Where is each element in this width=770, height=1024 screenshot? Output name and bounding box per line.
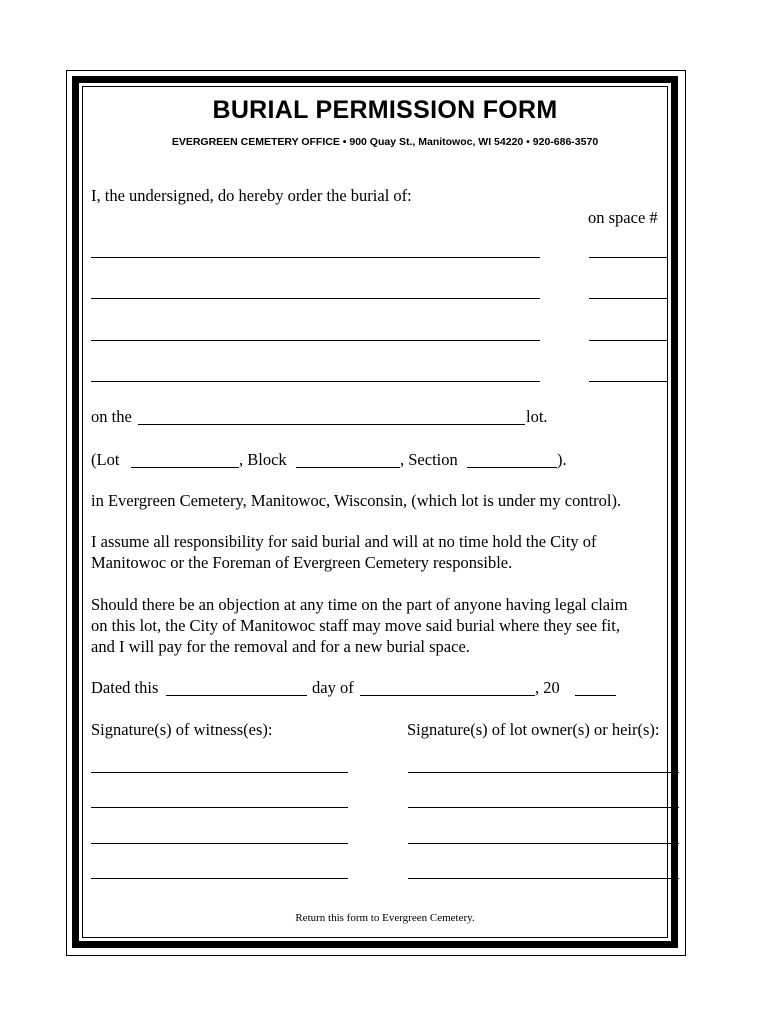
- dated-year-line[interactable]: [575, 695, 616, 696]
- owner-signature-line-3[interactable]: [408, 843, 679, 844]
- lot-name-line[interactable]: [138, 424, 525, 425]
- deceased-name-line-1[interactable]: [91, 257, 540, 258]
- witness-signature-label: Signature(s) of witness(es):: [91, 720, 273, 739]
- dated-day-line[interactable]: [166, 695, 307, 696]
- objection-text-1: Should there be an objection at any time on the part of anyone having legal claim: [91, 595, 628, 614]
- day-of-label: day of: [312, 678, 354, 697]
- responsibility-text-1: I assume all responsibility for said burial and will at no time hold the City of: [91, 532, 597, 551]
- lot-number-line[interactable]: [131, 467, 239, 468]
- space-number-line-1[interactable]: [589, 257, 668, 258]
- deceased-name-line-2[interactable]: [91, 298, 540, 299]
- burial-order-intro: I, the undersigned, do hereby order the burial of:: [91, 186, 412, 205]
- space-number-line-2[interactable]: [589, 298, 668, 299]
- dated-label: Dated this: [91, 678, 159, 697]
- year-prefix-label: , 20: [535, 678, 560, 697]
- owner-signature-line-4[interactable]: [408, 878, 679, 879]
- on-the-label: on the: [91, 407, 132, 426]
- witness-signature-line-3[interactable]: [91, 843, 348, 844]
- witness-signature-line-2[interactable]: [91, 807, 348, 808]
- witness-signature-line-1[interactable]: [91, 772, 348, 773]
- form-title: BURIAL PERMISSION FORM: [212, 96, 558, 124]
- objection-text-3: and I will pay for the removal and for a new burial space.: [91, 637, 470, 656]
- block-label: , Block: [239, 450, 287, 469]
- objection-text-2: on this lot, the City of Manitowoc staff may move said burial where they see fit,: [91, 616, 620, 635]
- space-number-label: on space #: [588, 208, 658, 227]
- deceased-name-line-4[interactable]: [91, 381, 540, 382]
- return-instructions: Return this form to Evergreen Cemetery.: [295, 912, 475, 924]
- office-address: EVERGREEN CEMETERY OFFICE • 900 Quay St., Manitowoc, WI 54220 • 920-686-3570: [171, 136, 599, 148]
- location-close: ).: [557, 450, 567, 469]
- cemetery-statement: in Evergreen Cemetery, Manitowoc, Wisconsin, (which lot is under my control).: [91, 491, 622, 510]
- section-number-line[interactable]: [467, 467, 557, 468]
- block-number-line[interactable]: [296, 467, 400, 468]
- section-label: , Section: [400, 450, 458, 469]
- owner-signature-line-2[interactable]: [408, 807, 679, 808]
- dated-month-line[interactable]: [360, 695, 535, 696]
- witness-signature-line-4[interactable]: [91, 878, 348, 879]
- owner-signature-line-1[interactable]: [408, 772, 679, 773]
- deceased-name-line-3[interactable]: [91, 340, 540, 341]
- lot-suffix-label: lot.: [526, 407, 548, 426]
- space-number-line-4[interactable]: [589, 381, 668, 382]
- lot-open-label: (Lot: [91, 450, 120, 469]
- space-number-line-3[interactable]: [589, 340, 668, 341]
- form-border-inner: [82, 86, 668, 938]
- owner-signature-label: Signature(s) of lot owner(s) or heir(s):: [407, 720, 660, 739]
- responsibility-text-2: Manitowoc or the Foreman of Evergreen Cemetery responsible.: [91, 553, 513, 572]
